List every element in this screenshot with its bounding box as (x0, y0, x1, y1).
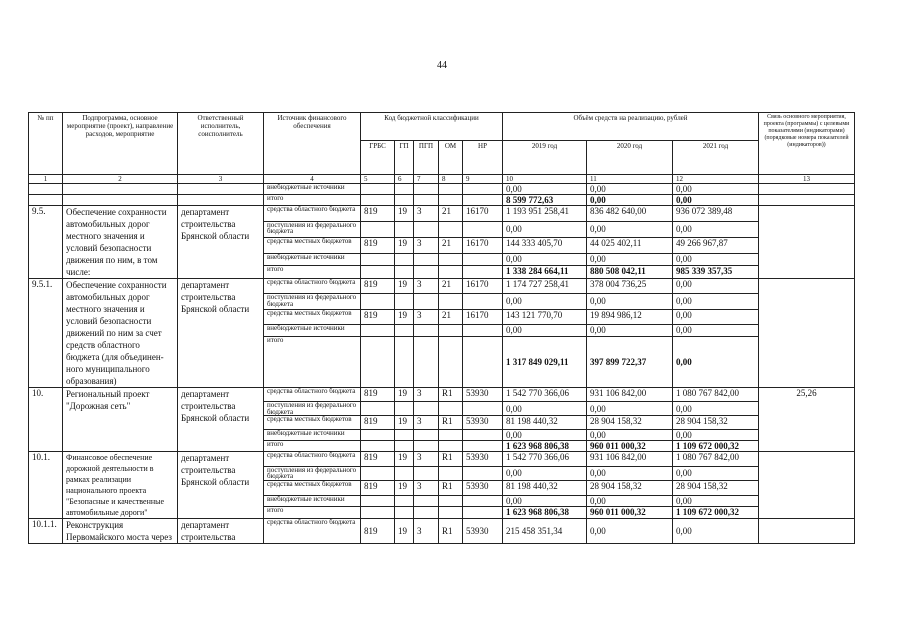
table-row (29, 388, 855, 402)
header-subprogram: Подпрограмма, основное мероприятие (проект), направление расходов, мероприятие (63, 113, 178, 175)
code-gp: 19 (395, 309, 414, 324)
total-cell: 960 011 000,32 (587, 441, 673, 452)
total-cell: 1 623 968 806,38 (503, 507, 587, 519)
total-cell: 0,00 (673, 336, 759, 387)
row-number: 9.5.1. (29, 279, 63, 388)
source-label: средства областного бюджета (264, 519, 361, 544)
code-grbs: 819 (361, 388, 395, 402)
value-cell: 0,00 (673, 253, 759, 266)
value-cell: 0,00 (503, 495, 587, 507)
value-cell: 931 106 842,00 (587, 452, 673, 467)
source-label: поступления из федерального бюджета (264, 466, 361, 481)
code-gp: 19 (395, 279, 414, 294)
value-cell: 0,00 (503, 402, 587, 416)
column-number-row (29, 175, 855, 184)
value-cell: 0,00 (673, 309, 759, 324)
value-cell: 0,00 (587, 466, 673, 481)
value-cell: 215 458 351,34 (503, 519, 587, 544)
value-cell: 931 106 842,00 (587, 388, 673, 402)
code-grbs: 819 (361, 416, 395, 430)
code-om: R1 (439, 416, 463, 430)
value-cell: 0,00 (503, 324, 587, 336)
code-pgp: 3 (414, 279, 439, 294)
value-cell: 143 121 770,70 (503, 309, 587, 324)
value-cell: 0,00 (673, 430, 759, 441)
source-label: внебюджетные источники (264, 184, 361, 195)
value-cell: 0,00 (587, 324, 673, 336)
value-cell: 378 004 736,25 (587, 279, 673, 294)
row-number: 10.1. (29, 452, 63, 519)
row-executor: департамент строительства Брянской области (178, 452, 264, 519)
value-cell: 1 174 727 258,41 (503, 279, 587, 294)
header-2021: 2021 год (673, 141, 759, 175)
indicator-link: 25,26 (759, 388, 855, 452)
code-pgp: 3 (414, 309, 439, 324)
source-label: средства областного бюджета (264, 452, 361, 467)
value-cell: 0,00 (503, 466, 587, 481)
table-row (29, 519, 855, 544)
code-grbs: 819 (361, 519, 395, 544)
header-executor: Ответственный исполнитель, соисполнитель (178, 113, 264, 175)
value-cell: 49 266 967,87 (673, 237, 759, 253)
code-gp: 19 (395, 452, 414, 467)
header-source: Источник финансового обеспечения (264, 113, 361, 175)
code-np: 53930 (463, 452, 503, 467)
value-cell: 81 198 440,32 (503, 416, 587, 430)
code-grbs: 819 (361, 309, 395, 324)
total-cell: 397 899 722,37 (587, 336, 673, 387)
source-label: поступления из федерального бюджета (264, 221, 361, 237)
code-om: 21 (439, 309, 463, 324)
source-label: итого (264, 507, 361, 519)
value-cell: 0,00 (503, 253, 587, 266)
row-description: Реконструкция Первомайского моста через (63, 519, 178, 544)
col-number: 10 (503, 175, 587, 184)
value-cell: 0,00 (587, 402, 673, 416)
header-link: Связь основного мероприятия, проекта (программы) с целевыми показателями (индикаторами) (порядковые номера показателей (индикаторов)) (759, 113, 855, 175)
total-cell: 880 508 042,11 (587, 266, 673, 279)
header-np: НР (463, 141, 503, 175)
code-np: 16170 (463, 237, 503, 253)
header-om: ОМ (439, 141, 463, 175)
value-cell: 1 080 767 842,00 (673, 388, 759, 402)
value-cell: 0,00 (587, 430, 673, 441)
value-cell: 0,00 (673, 519, 759, 544)
code-om: R1 (439, 388, 463, 402)
total-cell: 8 599 772,63 (503, 195, 587, 206)
header-2020: 2020 год (587, 141, 673, 175)
table-row (29, 206, 855, 222)
code-pgp: 3 (414, 237, 439, 253)
value-cell: 0,00 (587, 495, 673, 507)
value-cell: 28 904 158,32 (673, 481, 759, 496)
value-cell: 0,00 (673, 324, 759, 336)
code-gp: 19 (395, 388, 414, 402)
code-grbs: 819 (361, 481, 395, 496)
table-header-row (29, 113, 855, 141)
source-label: поступления из федерального бюджета (264, 402, 361, 416)
header-gp: ГП (395, 141, 414, 175)
code-grbs: 819 (361, 206, 395, 222)
total-cell: 0,00 (673, 195, 759, 206)
table-row (29, 279, 855, 294)
row-executor: департамент строительства (178, 519, 264, 544)
value-cell: 0,00 (587, 294, 673, 309)
code-om: R1 (439, 519, 463, 544)
code-np: 53930 (463, 416, 503, 430)
total-cell: 1 109 672 000,32 (673, 441, 759, 452)
code-pgp: 3 (414, 452, 439, 467)
code-gp: 19 (395, 237, 414, 253)
code-np: 53930 (463, 481, 503, 496)
col-number: 11 (587, 175, 673, 184)
row-executor: департамент строительства Брянской области (178, 388, 264, 452)
value-cell: 44 025 402,11 (587, 237, 673, 253)
code-pgp: 3 (414, 388, 439, 402)
source-label: средства областного бюджета (264, 206, 361, 222)
header-2019: 2019 год (503, 141, 587, 175)
value-cell: 144 333 405,70 (503, 237, 587, 253)
value-cell: 0,00 (673, 294, 759, 309)
value-cell: 936 072 389,48 (673, 206, 759, 222)
row-executor: департамент строительства Брянской области (178, 206, 264, 279)
source-label: итого (264, 441, 361, 452)
code-pgp: 3 (414, 416, 439, 430)
source-label: средства местных бюджетов (264, 309, 361, 324)
value-cell: 0,00 (587, 184, 673, 195)
code-om: 21 (439, 206, 463, 222)
page-number: 44 (437, 60, 447, 71)
total-cell: 1 338 284 664,11 (503, 266, 587, 279)
code-om: 21 (439, 237, 463, 253)
value-cell: 0,00 (503, 184, 587, 195)
code-np: 16170 (463, 206, 503, 222)
col-number: 3 (178, 175, 264, 184)
source-label: средства местных бюджетов (264, 237, 361, 253)
value-cell: 0,00 (503, 430, 587, 441)
source-label: поступления из федерального бюджета (264, 294, 361, 309)
code-gp: 19 (395, 416, 414, 430)
value-cell: 81 198 440,32 (503, 481, 587, 496)
table-row (29, 452, 855, 467)
code-om: 21 (439, 279, 463, 294)
col-number: 6 (395, 175, 414, 184)
source-label: внебюджетные источники (264, 253, 361, 266)
source-label: итого (264, 195, 361, 206)
value-cell: 1 542 770 366,06 (503, 388, 587, 402)
code-gp: 19 (395, 206, 414, 222)
total-cell: 1 109 672 000,32 (673, 507, 759, 519)
code-pgp: 3 (414, 206, 439, 222)
row-description: Обеспечение сохранности автомобильных дорог местного значения и условий безопасности движения по ним, в том числе: (63, 206, 178, 279)
col-number: 2 (63, 175, 178, 184)
source-label: средства областного бюджета (264, 279, 361, 294)
code-grbs: 819 (361, 279, 395, 294)
table-row (29, 184, 855, 195)
code-np: 53930 (463, 519, 503, 544)
col-number: 12 (673, 175, 759, 184)
value-cell: 0,00 (503, 294, 587, 309)
col-number: 4 (264, 175, 361, 184)
code-pgp: 3 (414, 481, 439, 496)
col-number: 5 (361, 175, 395, 184)
col-number: 13 (759, 175, 855, 184)
source-label: средства областного бюджета (264, 388, 361, 402)
header-volume: Объём средств на реализацию, рублей (503, 113, 759, 141)
value-cell: 0,00 (587, 253, 673, 266)
col-number: 7 (414, 175, 439, 184)
total-cell: 1 317 849 029,11 (503, 336, 587, 387)
value-cell: 1 080 767 842,00 (673, 452, 759, 467)
value-cell: 0,00 (587, 221, 673, 237)
source-label: внебюджетные источники (264, 430, 361, 441)
code-om: R1 (439, 481, 463, 496)
col-number: 1 (29, 175, 63, 184)
header-budget-code: Код бюджетной классификации (361, 113, 503, 141)
source-label: внебюджетные источники (264, 324, 361, 336)
header-grbs: ГРБС (361, 141, 395, 175)
code-grbs: 819 (361, 237, 395, 253)
row-number: 9.5. (29, 206, 63, 279)
source-label: итого (264, 266, 361, 279)
value-cell: 28 904 158,32 (587, 416, 673, 430)
code-gp: 19 (395, 519, 414, 544)
code-pgp: 3 (414, 519, 439, 544)
header-num: № пп (29, 113, 63, 175)
value-cell: 19 894 986,12 (587, 309, 673, 324)
row-executor: департамент строительства Брянской области (178, 279, 264, 388)
total-cell: 1 623 968 806,38 (503, 441, 587, 452)
source-label: средства местных бюджетов (264, 416, 361, 430)
total-cell: 985 339 357,35 (673, 266, 759, 279)
total-cell: 960 011 000,32 (587, 507, 673, 519)
value-cell: 836 482 640,00 (587, 206, 673, 222)
value-cell: 1 542 770 366,06 (503, 452, 587, 467)
value-cell: 0,00 (673, 221, 759, 237)
value-cell: 0,00 (673, 495, 759, 507)
code-om: R1 (439, 452, 463, 467)
row-description: Региональный проект "Дорожная сеть" (63, 388, 178, 452)
row-description: Финансовое обеспечение дорожной деятельности в рамках реализации национального проекта "Безопасные и качественные автомобильные дороги" (63, 452, 178, 519)
code-gp: 19 (395, 481, 414, 496)
code-np: 16170 (463, 279, 503, 294)
source-label: итого (264, 336, 361, 387)
value-cell: 1 193 951 258,41 (503, 206, 587, 222)
value-cell: 28 904 158,32 (587, 481, 673, 496)
source-label: средства местных бюджетов (264, 481, 361, 496)
value-cell: 28 904 158,32 (673, 416, 759, 430)
code-np: 16170 (463, 309, 503, 324)
value-cell: 0,00 (673, 184, 759, 195)
code-np: 53930 (463, 388, 503, 402)
value-cell: 0,00 (587, 519, 673, 544)
row-number: 10. (29, 388, 63, 452)
row-number: 10.1.1. (29, 519, 63, 544)
value-cell: 0,00 (673, 466, 759, 481)
value-cell: 0,00 (673, 279, 759, 294)
row-description: Обеспечение сохранности автомобильных дорог местного значения и условий безопасности движений по ним за счет средств областного бюджета (для объединен-ного муниципального образования) (63, 279, 178, 388)
col-number: 8 (439, 175, 463, 184)
header-pgp: ПГП (414, 141, 439, 175)
total-cell: 0,00 (587, 195, 673, 206)
budget-table (28, 112, 855, 544)
value-cell: 0,00 (503, 221, 587, 237)
table-row (29, 195, 855, 206)
value-cell: 0,00 (673, 402, 759, 416)
col-number: 9 (463, 175, 503, 184)
source-label: внебюджетные источники (264, 495, 361, 507)
code-grbs: 819 (361, 452, 395, 467)
